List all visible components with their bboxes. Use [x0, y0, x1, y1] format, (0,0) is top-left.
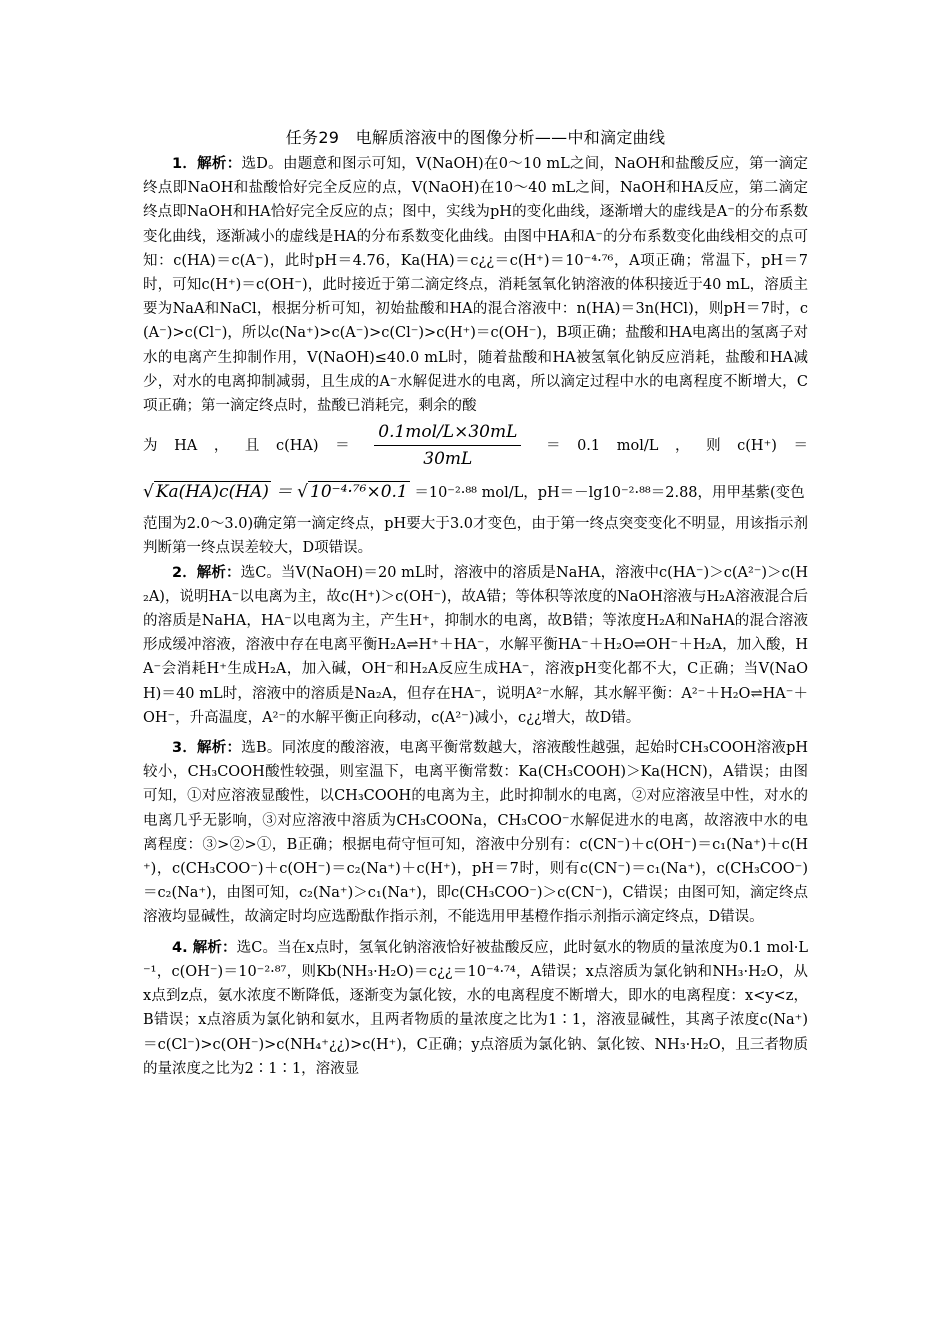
- formula-word: ＝: [793, 437, 808, 454]
- answer-1-part-b: 范围为2.0～3.0)确定第一滴定终点，pH要大于3.0才变色，由于第一终点突变变化不明显，用该指示剂判断第一终点误差较大，D项错误。: [143, 516, 808, 557]
- formula-word: 且: [244, 437, 260, 454]
- formula-word: 则: [706, 437, 721, 454]
- formula-word: c(H⁺): [737, 437, 777, 454]
- answer-4: [143, 936, 808, 1081]
- answer-1-text-a: 选D。由题意和图示可知，V(NaOH)在0～10 mL之间，NaOH和盐酸反应，第一滴定终点即NaOH和盐酸恰好完全反应的点，V(NaOH)在10～40 mL之间，NaOH和HA反应，第二滴定终点即NaOH和HA恰好完全反应的点；图中，实线为pH的变化曲线，逐渐增大的虚线是A⁻的分布系数变化曲线，逐渐减小的虚线是HA的分布系数变化曲线。由图中HA和A⁻的分布系数变化曲线相交的点可知：c(HA)＝c(A⁻)，此时pH＝4.76，Ka(HA)＝c¿¿＝c(H⁺)＝10⁻⁴·⁷⁶，A项正确；常温下，pH＝7时，可知c(H⁺)＝c(OH⁻)，此时接近于第二滴定终点，消耗氢氧化钠溶液的体积接近于40 mL，溶质主要为NaA和NaCl，根据分析可知，初始盐酸和HA的混合溶液中：n(HA)＝3n(HCl)，则pH＝7时，c(A⁻)>c(Cl⁻)，所以c(Na⁺)>c(A⁻)>c(Cl⁻)>c(H⁺)＝c(OH⁻)，B项正确；盐酸和HA电离出的氢离子对水的电离产生抑制作用，V(NaOH)≤40.0 mL时，随着盐酸和HA被氢氧化钠反应消耗，盐酸和HA减少，对水的电离抑制减弱，且生成的A⁻水解促进水的电离，所以滴定过程中水的电离程度不断增大，C项正确；第一滴定终点时，盐酸已消耗完，剩余的酸: [143, 156, 808, 415]
- answer-2-text: 选C。当V(NaOH)＝20 mL时，溶液中的溶质是NaHA，溶液中c(HA⁻)＞c(A²⁻)＞c(H₂A)，说明HA⁻以电离为主，故c(H⁺)＞c(OH⁻)，故A错；等体积等浓度的NaOH溶液与H₂A溶液混合后的溶质是NaHA，HA⁻以电离为主，产生H⁺，抑制水的电离，故B错；等浓度H₂A和NaHA的混合溶液形成缓冲溶液，溶液中存在电离平衡H₂A⇌H⁺＋HA⁻，水解平衡HA⁻＋H₂O⇌OH⁻＋H₂A，加入酸，HA⁻会消耗H⁺生成H₂A，加入碱，OH⁻和H₂A反应生成HA⁻，溶液pH变化都不大，C正确；当V(NaOH)＝40 mL时，溶液中的溶质是Na₂A，但存在HA⁻，说明A²⁻水解，其水解平衡：A²⁻＋H₂O⇌HA⁻＋OH⁻，升高温度，A²⁻的水解平衡正向移动，c(A²⁻)减小，c¿¿增大，故D错。: [143, 564, 808, 726]
- formula-word: ，: [674, 437, 690, 454]
- formula-word: 0.1: [577, 437, 601, 454]
- fraction-numerator: 0.1mol/L×30mL: [374, 420, 521, 446]
- answer-3-text: 选B。同浓度的酸溶液，电离平衡常数越大，溶液酸性越强，起始时CH₃COOH溶液pH较小，CH₃COOH酸性较强，则室温下，电离平衡常数：Ka(CH₃COOH)＞Ka(HCN)，A错误；由图可知，①对应溶液显酸性，以CH₃COOH的电离为主，此时抑制水的电离，②对应溶液呈中性，对水的电离几乎无影响，③对应溶液中溶质为CH₃COONa，CH₃COO⁻水解促进水的电离，故溶液中水的电离程度：③>②>①，B正确；根据电荷守恒可知，溶液中分别有：c(CN⁻)＋c(OH⁻)＝c₁(Na⁺)＋c(H⁺)，c(CH₃COO⁻)＋c(OH⁻)＝c₂(Na⁺)＋c(H⁺)，pH＝7时，则有c(CN⁻)＝c₁(Na⁺)，c(CH₃COO⁻)＝c₂(Na⁺)，由图可知，c₂(Na⁺)＞c₁(Na⁺)，即c(CH₃COO⁻)＞c(CN⁻)，C错误；由图可知，滴定终点溶液均显碱性，故滴定时均应选酚酞作指示剂，不能选用甲基橙作指示剂指示滴定终点，D错误。: [143, 740, 808, 926]
- answer-1-part-a: [143, 152, 808, 418]
- answer-2: [143, 561, 808, 730]
- sqrt-expression-2: √ 10⁻⁴·⁷⁶×0.1: [297, 482, 408, 503]
- sqrt-radicand-2: 10⁻⁴·⁷⁶×0.1: [310, 482, 408, 503]
- equals-sign: ＝: [275, 482, 293, 503]
- concentration-fraction: [374, 420, 521, 471]
- answer-1-fraction-line: [143, 420, 808, 471]
- sqrt-expression-1: √ Ka(HA)c(HA): [143, 482, 269, 503]
- answer-1-root-line: [143, 477, 808, 508]
- formula-word: mol/L: [616, 437, 659, 454]
- formula-word: c(HA): [276, 437, 319, 454]
- formula-word: HA: [174, 437, 198, 454]
- answer-2-lead: 2．解析：: [172, 564, 241, 581]
- formula-word: ，: [213, 437, 229, 454]
- formula-word: ＝: [335, 437, 350, 454]
- document-page: [143, 120, 808, 1081]
- answer-3-lead: 3．解析：: [172, 740, 242, 757]
- answer-1-lead: 1．解析：: [172, 156, 242, 172]
- answer-3: [143, 736, 808, 930]
- formula-word: 为: [143, 437, 158, 454]
- answer-4-text: 选C。当在x点时，氢氧化钠溶液恰好被盐酸反应，此时氨水的物质的量浓度为0.1 mol·L⁻¹，c(OH⁻)＝10⁻²·⁸⁷，则Kb(NH₃·H₂O)＝c¿¿＝10⁻⁴·⁷⁴，A错误；x点溶质为氯化钠和NH₃·H₂O，从x点到z点，氨水浓度不断降低，逐渐变为氯化铵，水的电离程度不断增大，即水的电离程度：x<y<z，B错误；x点溶质为氯化钠和氨水，且两者物质的量浓度之比为1∶1，溶液显碱性，其离子浓度c(Na⁺)＝c(Cl⁻)>c(OH⁻)>c(NH₄⁺¿¿)>c(H⁺)，C正确；y点溶质为氯化钠、氯化铵、NH₃·H₂O，且三者物质的量浓度之比为2∶1∶1，溶液显: [143, 939, 808, 1077]
- answer-4-lead: 4. 解析：: [172, 939, 237, 956]
- sqrt-radicand-1: Ka(HA)c(HA): [155, 482, 269, 503]
- answer-1-root-tail: ＝10⁻²·⁸⁸ mol/L，pH＝－lg10⁻²·⁸⁸＝2.88，用甲基紫(变色: [414, 485, 805, 502]
- page-title: 任务29 电解质溶液中的图像分析——中和滴定曲线: [285, 128, 666, 147]
- formula-word: ＝: [545, 437, 561, 454]
- fraction-denominator: 30mL: [423, 449, 473, 470]
